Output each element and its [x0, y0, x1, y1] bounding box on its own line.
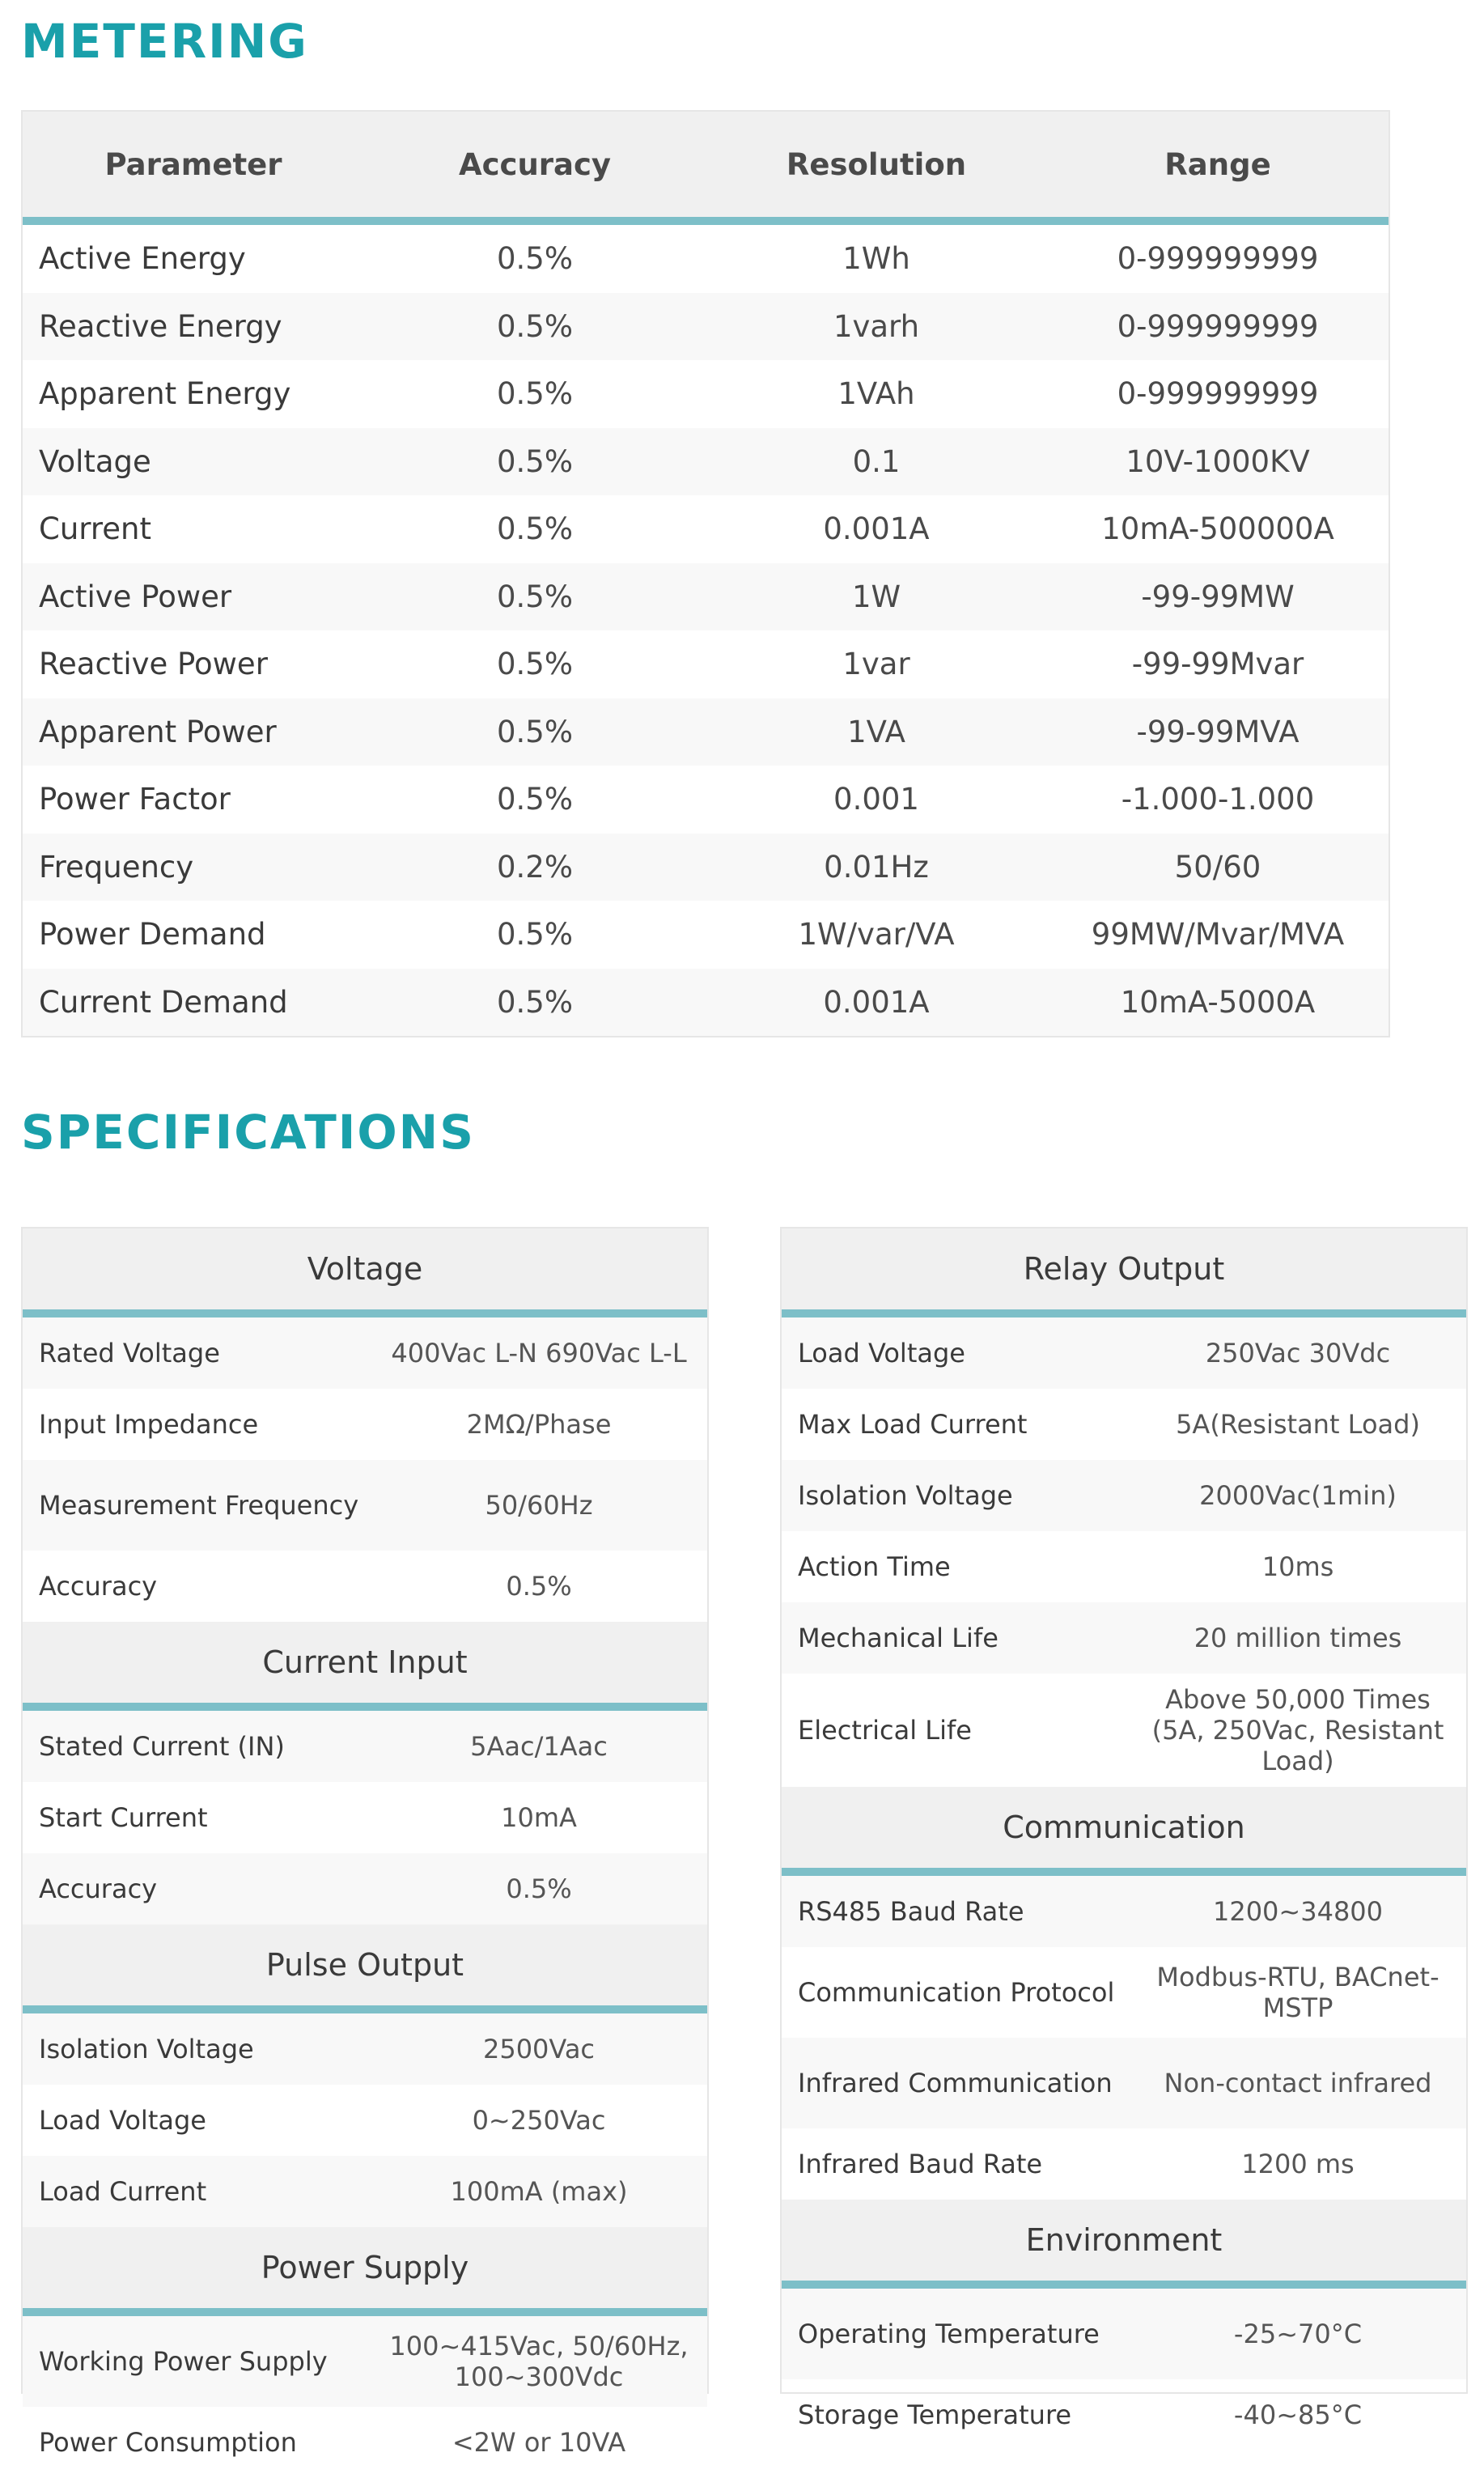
metering-row-power-factor	[23, 766, 1389, 834]
metering-row-apparent-power	[23, 698, 1389, 766]
spec-row-load-current	[23, 2156, 707, 2227]
spec-label: Power Consumption	[39, 2427, 297, 2458]
spec-label: Infrared Baud Rate	[798, 2149, 1043, 2179]
spec-row-storage-temperature	[782, 2379, 1466, 2450]
spec-group-header: Voltage	[23, 1228, 707, 1317]
metering-row-active-energy	[23, 221, 1389, 293]
metering-row-apparent-energy	[23, 360, 1389, 428]
spec-group-environment	[782, 2200, 1466, 2450]
spec-label: Accuracy	[39, 1571, 158, 1602]
spec-group-rows	[782, 1876, 1466, 2200]
header-accuracy: Accuracy	[364, 112, 706, 221]
spec-label: Input Impedance	[39, 1409, 259, 1440]
spec-row-isolation-voltage	[23, 2013, 707, 2085]
metering-cell-parameter: Apparent Power	[23, 698, 364, 766]
metering-row-reactive-energy	[23, 293, 1389, 361]
spec-group-header: Communication	[782, 1787, 1466, 1876]
spec-group-communication	[782, 1787, 1466, 2200]
spec-row-electrical-life	[782, 1674, 1466, 1787]
spec-label: Isolation Voltage	[798, 1480, 1013, 1511]
metering-cell-range: 0-999999999	[1117, 241, 1319, 277]
metering-cell-resolution: 1W/var/VA	[798, 917, 955, 953]
spec-value: 100mA (max)	[450, 2176, 628, 2207]
metering-cell-accuracy: 0.5%	[497, 241, 573, 277]
spec-value: 10mA	[501, 1802, 577, 1833]
spec-row-max-load-current	[782, 1389, 1466, 1460]
header-resolution: Resolution	[706, 112, 1047, 221]
metering-cell-parameter: Reactive Power	[39, 647, 268, 682]
spec-group-header: Power Supply	[23, 2227, 707, 2316]
spec-value: 0.5%	[506, 1571, 572, 1602]
spec-group-rows	[23, 2316, 707, 2478]
metering-cell-parameter: Current Demand	[23, 969, 364, 1037]
spec-label: Action Time	[798, 1551, 951, 1582]
spec-label: Storage Temperature	[798, 2400, 1072, 2430]
spec-label: Measurement Frequency	[39, 1490, 359, 1521]
spec-label: Electrical Life	[798, 1715, 972, 1746]
metering-cell-accuracy: 0.5%	[497, 917, 573, 953]
spec-group-header: Current Input	[23, 1622, 707, 1711]
metering-cell-resolution: 1VAh	[837, 376, 915, 412]
spec-value: 1200~34800	[1212, 1896, 1384, 1927]
metering-cell-accuracy: 0.2%	[364, 834, 706, 902]
spec-row-action-time	[782, 1531, 1466, 1602]
metering-table	[23, 112, 1389, 1036]
metering-row-active-power	[23, 563, 1389, 631]
spec-group-current-input	[23, 1622, 707, 1924]
spec-row-measurement-frequency	[23, 1460, 707, 1551]
metering-cell-accuracy: 0.5%	[497, 782, 573, 817]
spec-group-relay-output	[782, 1228, 1466, 1787]
specifications-left-panel	[21, 1227, 709, 2458]
metering-cell-range: -99-99Mvar	[1131, 647, 1304, 682]
metering-title: METERING	[21, 14, 308, 69]
spec-label: Isolation Voltage	[39, 2034, 254, 2064]
spec-label: Load Voltage	[798, 1338, 965, 1368]
spec-row-infrared-baud-rate	[782, 2128, 1466, 2200]
spec-value: -40~85°C	[1233, 2400, 1363, 2430]
metering-cell-accuracy: 0.5%	[364, 698, 706, 766]
spec-group-header: Pulse Output	[23, 1924, 707, 2013]
metering-cell-range: -99-99MW	[1047, 563, 1389, 631]
metering-cell-range: 10V-1000KV	[1047, 428, 1389, 496]
spec-value: 50/60Hz	[485, 1490, 593, 1521]
spec-group-rows	[23, 1711, 707, 1924]
metering-row-power-demand	[23, 901, 1389, 969]
spec-value: -25~70°C	[1233, 2319, 1363, 2349]
spec-row-load-voltage	[782, 1317, 1466, 1389]
spec-label: Stated Current (IN)	[39, 1731, 285, 1762]
metering-table-body	[23, 221, 1389, 1036]
spec-value: 5A(Resistant Load)	[1176, 1409, 1420, 1440]
spec-label: Accuracy	[39, 1873, 158, 1904]
metering-cell-resolution: 0.1	[706, 428, 1047, 496]
metering-cell-accuracy: 0.5%	[364, 969, 706, 1037]
metering-cell-resolution: 1var	[842, 647, 910, 682]
spec-value: 0.5%	[506, 1873, 572, 1904]
spec-row-infrared-communication	[782, 2038, 1466, 2128]
spec-label: Working Power Supply	[39, 2346, 328, 2377]
spec-row-start-current	[23, 1782, 707, 1853]
metering-cell-parameter: Active Power	[23, 563, 364, 631]
spec-value: 2500Vac	[482, 2034, 596, 2064]
spec-row-power-consumption	[23, 2407, 707, 2478]
spec-value: 1200 ms	[1241, 2149, 1355, 2179]
spec-label: Infrared Communication	[798, 2068, 1113, 2098]
metering-cell-parameter: Power Factor	[39, 782, 231, 817]
metering-cell-accuracy: 0.5%	[497, 511, 573, 547]
spec-group-rows	[23, 1317, 707, 1622]
metering-cell-range: 99MW/Mvar/MVA	[1091, 917, 1345, 953]
metering-cell-range: -1.000-1.000	[1121, 782, 1315, 817]
spec-row-accuracy	[23, 1853, 707, 1924]
metering-row-current	[23, 495, 1389, 563]
metering-row-voltage	[23, 428, 1389, 496]
spec-value: Non-contact infrared	[1164, 2068, 1432, 2098]
spec-label: Mechanical Life	[798, 1623, 999, 1653]
spec-value: <2W or 10VA	[452, 2427, 626, 2458]
metering-cell-range: -99-99MVA	[1047, 698, 1389, 766]
spec-row-load-voltage	[23, 2085, 707, 2156]
metering-cell-resolution: 0.001	[833, 782, 919, 817]
spec-row-communication-protocol	[782, 1947, 1466, 2038]
spec-value: 5Aac/1Aac	[470, 1731, 608, 1762]
spec-row-rs485-baud-rate	[782, 1876, 1466, 1947]
spec-group-voltage	[23, 1228, 707, 1622]
spec-row-rated-voltage	[23, 1317, 707, 1389]
spec-group-header: Relay Output	[782, 1228, 1466, 1317]
metering-cell-resolution: 0.01Hz	[706, 834, 1047, 902]
spec-label: Rated Voltage	[39, 1338, 220, 1368]
spec-label: RS485 Baud Rate	[798, 1896, 1024, 1927]
metering-cell-parameter: Frequency	[23, 834, 364, 902]
specifications-right-panel	[780, 1227, 1468, 2430]
spec-group-rows	[23, 2013, 707, 2227]
header-range: Range	[1047, 112, 1389, 221]
metering-cell-range: 10mA-5000A	[1047, 969, 1389, 1037]
spec-row-accuracy	[23, 1551, 707, 1622]
spec-value: 400Vac L-N 690Vac L-L	[391, 1338, 687, 1368]
metering-cell-range: 0-999999999	[1047, 293, 1389, 361]
metering-cell-parameter: Power Demand	[39, 917, 266, 953]
spec-label: Max Load Current	[798, 1409, 1028, 1440]
spec-group-pulse-output	[23, 1924, 707, 2227]
spec-value: 0~250Vac	[472, 2105, 606, 2136]
metering-cell-parameter: Reactive Energy	[23, 293, 364, 361]
spec-row-operating-temperature	[782, 2289, 1466, 2379]
spec-row-working-power-supply	[23, 2316, 707, 2407]
spec-group-rows	[782, 1317, 1466, 1787]
spec-row-mechanical-life	[782, 1602, 1466, 1674]
metering-row-reactive-power	[23, 630, 1389, 698]
spec-value: 10ms	[1261, 1551, 1334, 1582]
metering-cell-resolution: 1Wh	[842, 241, 910, 277]
metering-cell-accuracy: 0.5%	[364, 428, 706, 496]
specifications-title: SPECIFICATIONS	[21, 1105, 475, 1160]
spec-label: Operating Temperature	[798, 2319, 1100, 2349]
metering-cell-resolution: 0.001A	[823, 511, 930, 547]
header-parameter: Parameter	[23, 112, 364, 221]
metering-cell-accuracy: 0.5%	[364, 293, 706, 361]
spec-row-isolation-voltage	[782, 1460, 1466, 1531]
metering-cell-resolution: 1W	[706, 563, 1047, 631]
metering-cell-resolution: 1varh	[706, 293, 1047, 361]
metering-cell-parameter: Current	[39, 511, 151, 547]
spec-value: 250Vac 30Vdc	[1205, 1338, 1391, 1368]
metering-cell-parameter: Active Energy	[39, 241, 246, 277]
spec-value: 2MΩ/Phase	[466, 1409, 612, 1440]
spec-label: Load Current	[39, 2176, 207, 2207]
spec-group-power-supply	[23, 2227, 707, 2478]
spec-value: 2000Vac(1min)	[1199, 1480, 1397, 1511]
metering-cell-accuracy: 0.5%	[497, 647, 573, 682]
spec-value: Modbus-RTU, BACnet-MSTP	[1156, 1962, 1439, 2023]
metering-cell-parameter: Voltage	[23, 428, 364, 496]
spec-value: 20 million times	[1194, 1623, 1402, 1653]
spec-label: Load Voltage	[39, 2105, 206, 2136]
metering-cell-range: 50/60	[1047, 834, 1389, 902]
spec-label: Communication Protocol	[798, 1977, 1115, 2008]
spec-value: 100~415Vac, 50/60Hz, 100~300Vdc	[389, 2331, 689, 2392]
metering-cell-range: 0-999999999	[1117, 376, 1319, 412]
metering-row-current-demand	[23, 969, 1389, 1037]
metering-cell-accuracy: 0.5%	[364, 563, 706, 631]
spec-group-rows	[782, 2289, 1466, 2450]
spec-label: Start Current	[39, 1802, 208, 1833]
spec-group-header: Environment	[782, 2200, 1466, 2289]
spec-row-input-impedance	[23, 1389, 707, 1460]
metering-row-frequency	[23, 834, 1389, 902]
metering-cell-resolution: 1VA	[706, 698, 1047, 766]
metering-cell-range: 10mA-500000A	[1101, 511, 1334, 547]
metering-cell-accuracy: 0.5%	[497, 376, 573, 412]
metering-table-container	[21, 110, 1390, 1037]
spec-row-stated-current-in	[23, 1711, 707, 1782]
metering-cell-resolution: 0.001A	[706, 969, 1047, 1037]
metering-header-row	[23, 112, 1389, 221]
metering-cell-parameter: Apparent Energy	[39, 376, 291, 412]
spec-value: Above 50,000 Times (5A, 250Vac, Resistant Load)	[1151, 1684, 1444, 1776]
